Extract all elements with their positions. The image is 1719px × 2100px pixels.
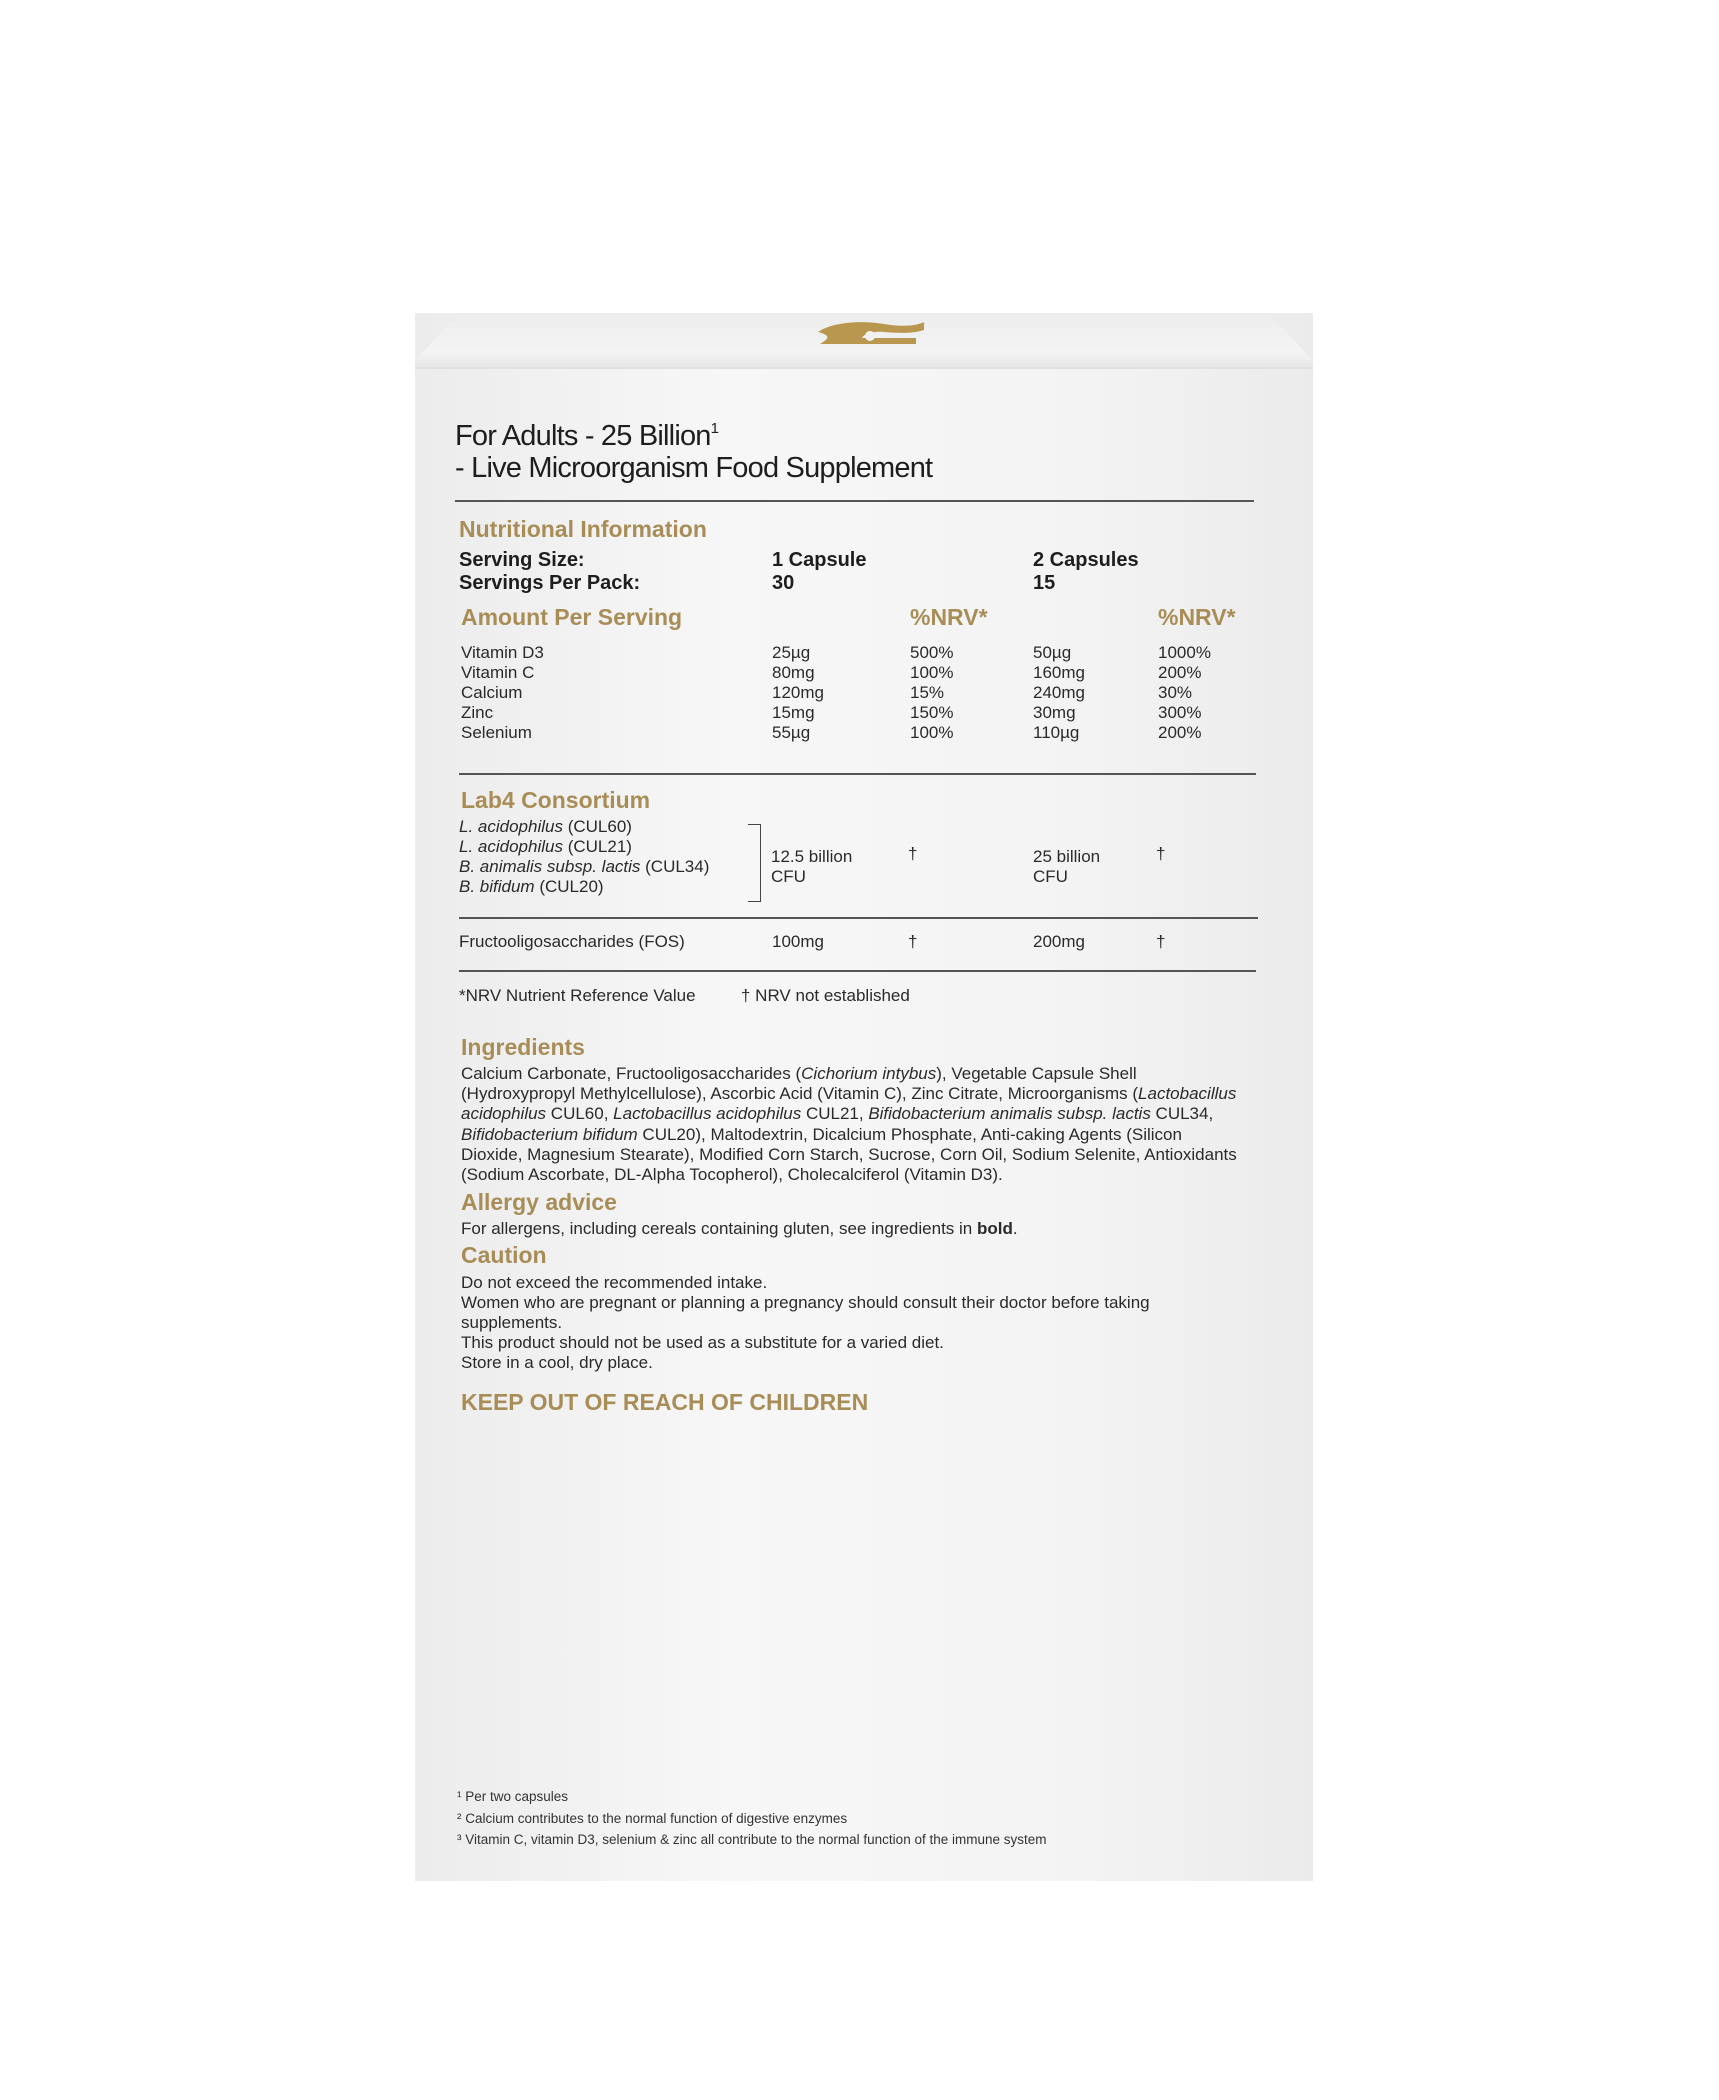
nutrient-amounts-col2 <box>1033 643 1085 743</box>
brand-logo-icon <box>812 318 928 348</box>
divider <box>455 500 1254 502</box>
nutrient-name: Calcium <box>461 683 523 702</box>
nutritional-information-heading: Nutritional Information <box>459 516 707 542</box>
divider <box>459 970 1256 972</box>
ingredients-heading: Ingredients <box>461 1034 585 1060</box>
strain-item: B. bifidum (CUL20) <box>459 877 604 896</box>
flap-edge <box>415 367 1313 369</box>
nutrient-amount: 25µg <box>772 643 811 662</box>
consortium-cfu-value: 25 billion <box>1033 847 1101 866</box>
nutrient-nrv: 30% <box>1158 683 1193 702</box>
allergy-heading: Allergy advice <box>461 1189 617 1215</box>
strain-bracket <box>748 824 761 902</box>
nutrient-amount: 120mg <box>772 683 824 702</box>
consortium-nrv-col1: † <box>908 844 918 863</box>
caution-line: supplements. <box>461 1313 563 1332</box>
strain-list <box>459 817 709 897</box>
caution-line: Women who are pregnant or planning a pregnancy should consult their doctor before taking <box>461 1293 1150 1312</box>
consortium-heading: Lab4 Consortium <box>461 787 651 813</box>
servings-per-pack-label: Servings Per Pack: <box>459 572 641 594</box>
caution-line: Do not exceed the recommended intake. <box>461 1273 768 1292</box>
nutrient-amounts-col1 <box>772 643 824 743</box>
serving-size-label: Serving Size: <box>459 549 585 571</box>
caution-line: This product should not be used as a substitute for a varied diet. <box>461 1333 944 1352</box>
footnote: ² Calcium contributes to the normal function of digestive enzymes <box>457 1811 848 1826</box>
nutrient-names <box>461 643 544 743</box>
consortium-cfu-value: 12.5 billion <box>771 847 853 866</box>
caution-heading: Caution <box>461 1242 547 1268</box>
nutrient-nrv: 150% <box>910 703 954 722</box>
nutrient-name: Vitamin C <box>461 663 535 682</box>
divider <box>459 773 1256 775</box>
fos-amount-col1: 100mg <box>772 932 824 951</box>
footnote: ³ Vitamin C, vitamin D3, selenium & zinc all contribute to the normal function of the immune system <box>457 1832 1047 1847</box>
product-title-line1: For Adults - 25 Billion$^1$ <box>455 420 719 452</box>
nutrient-nrv: 1000% <box>1158 643 1211 662</box>
nutrient-amount: 110µg <box>1033 723 1080 742</box>
fos-name: Fructooligosaccharides (FOS) <box>459 932 685 951</box>
nutrient-nrv: 100% <box>910 663 954 682</box>
allergy-text: For allergens, including cereals containing gluten, see ingredients in bold. <box>461 1219 1018 1238</box>
nutrient-nrv: 200% <box>1158 663 1202 682</box>
consortium-cfu-unit: CFU <box>1033 867 1068 886</box>
fos-amount-col2: 200mg <box>1033 932 1085 951</box>
nutrient-nrv: 15% <box>910 683 945 702</box>
nutrient-nrv: 500% <box>910 643 954 662</box>
nrv-heading-col1: %NRV* <box>910 604 988 630</box>
servings-col1: 30 <box>772 572 795 594</box>
nrv-note: *NRV Nutrient Reference Value <box>459 986 696 1005</box>
nutrient-amount: 30mg <box>1033 703 1076 722</box>
strain-item: L. acidophilus (CUL21) <box>459 837 632 856</box>
nutrient-nrv: 200% <box>1158 723 1202 742</box>
consortium-cfu-unit: CFU <box>771 867 806 886</box>
serving-size-col2: 2 Capsules <box>1033 549 1139 571</box>
caution-text <box>461 1273 1150 1373</box>
caution-line: Store in a cool, dry place. <box>461 1353 653 1372</box>
nutrient-amount: 55µg <box>772 723 811 742</box>
dagger-note: † NRV not established <box>741 986 910 1005</box>
amount-per-serving-heading: Amount Per Serving <box>461 604 683 630</box>
consortium-col2 <box>1033 847 1100 887</box>
strain-item: L. acidophilus (CUL60) <box>459 817 632 836</box>
nutrient-amount: 15mg <box>772 703 815 722</box>
consortium-col1 <box>771 847 852 887</box>
strain-item: B. animalis subsp. lactis (CUL34) <box>459 857 710 876</box>
nutrient-nrv: 100% <box>910 723 954 742</box>
nrv-heading-col2: %NRV* <box>1158 604 1236 630</box>
nutrient-name: Selenium <box>461 723 532 742</box>
product-title-line2: - Live Microorganism Food Supplement <box>455 452 933 484</box>
ingredients-text: Calcium Carbonate, Fructooligosaccharides (Cichorium intybus), Vegetable Capsule Shell (Hydroxypropyl Methylcellulose), Ascorbic Acid (Vitamin C), Zinc Citrate, Microorganisms (Lactobacillus acidophilus CUL60, Lactobacillus acidophilus CUL21, Bifidobacterium animalis subsp. lactis CUL34, Bifidobacterium bifidum CUL20), Maltodextrin, Dicalcium Phosphate, Anti-caking Agents (Silicon Dioxide, Magnesium Stearate), Modified Corn Starch, Sucrose, Corn Oil, Sodium Selenite, Antioxidants (Sodium Ascorbate, DL-Alpha Tocopherol), Cholecalciferol (Vitamin D3). <box>461 1064 1237 1185</box>
fos-nrv-col1: † <box>908 932 918 951</box>
footnote: ¹ Per two capsules <box>457 1789 569 1804</box>
nutrient-name: Zinc <box>461 703 494 722</box>
serving-size-col1: 1 Capsule <box>772 549 867 571</box>
divider <box>459 917 1258 919</box>
nutrient-amount: 240mg <box>1033 683 1085 702</box>
servings-col2: 15 <box>1033 572 1056 594</box>
nutrient-amount: 80mg <box>772 663 815 682</box>
fos-nrv-col2: † <box>1156 932 1166 951</box>
nutrient-amount: 160mg <box>1033 663 1085 682</box>
nutrient-nrv: 300% <box>1158 703 1202 722</box>
nutrient-nrv-col2 <box>1158 643 1211 743</box>
keep-out-of-reach-warning: KEEP OUT OF REACH OF CHILDREN <box>461 1389 869 1415</box>
nutrient-amount: 50µg <box>1033 643 1072 662</box>
nutrient-nrv-col1 <box>910 643 953 743</box>
consortium-nrv-col2: † <box>1156 844 1166 863</box>
nutrient-name: Vitamin D3 <box>461 643 544 662</box>
